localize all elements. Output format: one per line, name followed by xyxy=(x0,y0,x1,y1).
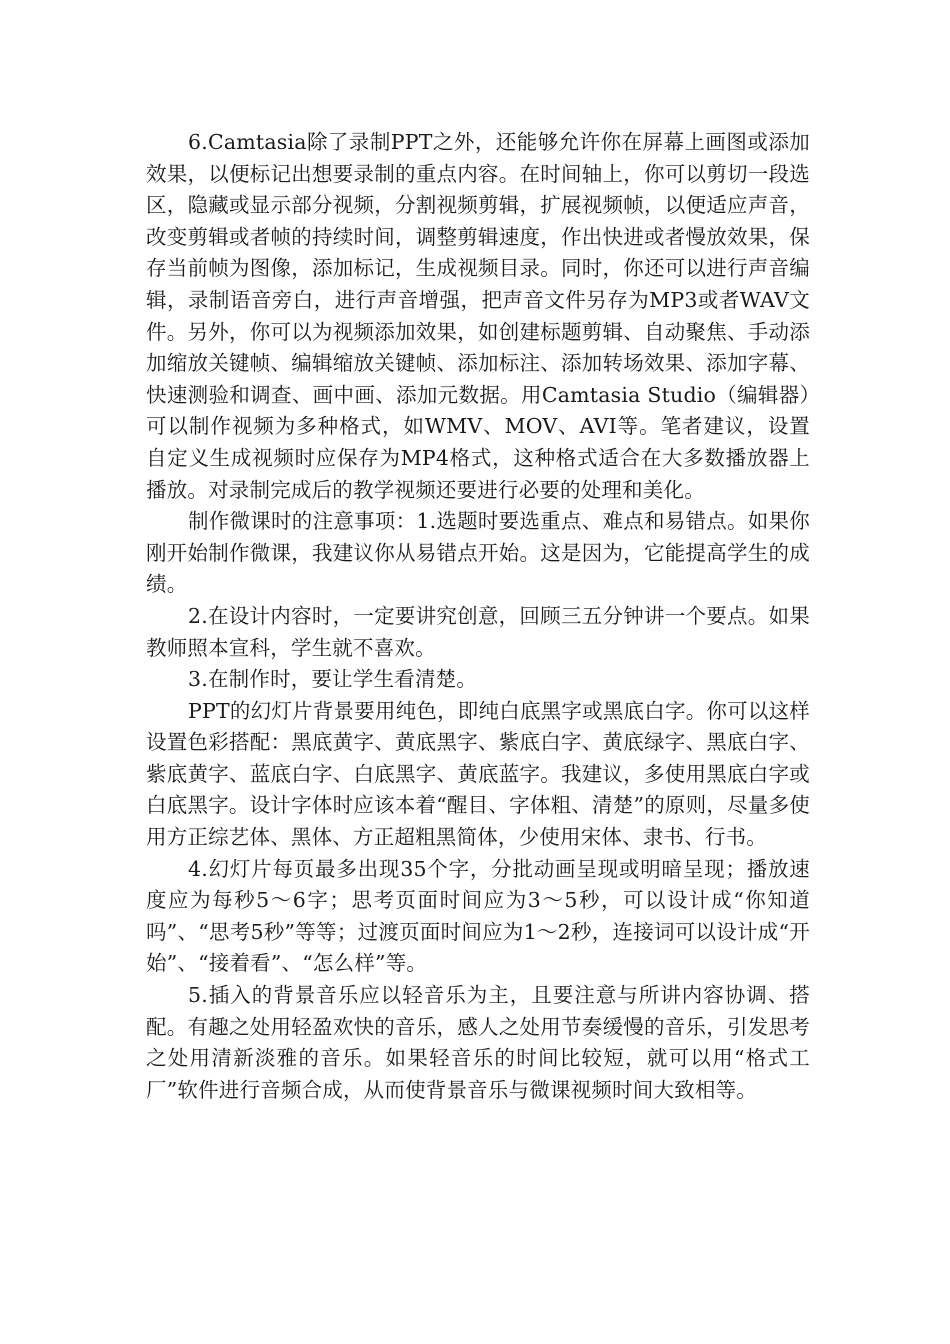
paragraph-background-music: 5.插入的背景音乐应以轻音乐为主，且要注意与所讲内容协调、搭配。有趣之处用轻盈欢快的音乐，感人之处用节奏缓慢的音乐，引发思考之处用清新淡雅的音乐。如果轻音乐的时间比较短，就可以用“格式工厂”软件进行音频合成，从而使背景音乐与微课视频时间大致相等。 xyxy=(146,983,810,1102)
paragraph-ppt-colors: PPT的幻灯片背景要用纯色，即纯白底黑字或黑底白字。你可以这样设置色彩搭配：黑底黄字、黄底黑字、紫底白字、黄底绿字、黑底白字、紫底黄字、蓝底白字、白底黑字、黄底蓝字。我建议，多使用黑底白字或白底黑字。设计字体时应该本着“醒目、字体粗、清楚”的原则，尽量多使用方正综艺体、黑体、方正超粗黑简体，少使用宋体、隶书、行书。 xyxy=(146,698,810,850)
paragraph-notes-topic: 制作微课时的注意事项：1.选题时要选重点、难点和易错点。如果你刚开始制作微课，我建议你从易错点开始。这是因为，它能提高学生的成绩。 xyxy=(146,509,810,597)
paragraph-slide-pacing: 4.幻灯片每页最多出现35个字，分批动画呈现或明暗呈现；播放速度应为每秒5～6字；思考页面时间应为3～5秒，可以设计成“你知道吗”、“思考5秒”等等；过渡页面时间应为1～2秒，连接词可以设计成“开始”、“接着看”、“怎么样”等。 xyxy=(146,856,810,976)
document-body xyxy=(146,127,810,1106)
paragraph-design-content: 2.在设计内容时，一定要讲究创意，回顾三五分钟讲一个要点。如果教师照本宣科，学生就不喜欢。 xyxy=(146,603,810,660)
paragraph-clarity: 3.在制作时，要让学生看清楚。 xyxy=(188,667,478,692)
paragraph-camtasia: 6.Camtasia除了录制PPT之外，还能够允许你在屏幕上画图或添加效果，以便标记出想要录制的重点内容。在时间轴上，你可以剪切一段选区，隐藏或显示部分视频，分割视频剪辑，扩展视频帧，以便适应声音，改变剪辑或者帧的持续时间，调整剪辑速度，作出快进或者慢放效果，保存当前帧为图像，添加标记，生成视频目录。同时，你还可以进行声音编辑，录制语音旁白，进行声音增强，把声音文件另存为MP3或者WAV文件。另外，你可以为视频添加效果，如创建标题剪辑、自动聚焦、手动添加缩放关键帧、编辑缩放关键帧、添加标注、添加转场效果、添加字幕、快速测验和调查、画中画、添加元数据。用Camtasia Studio（编辑器）可以制作视频为多种格式，如WMV、MOV、AVI等。笔者建议，设置自定义生成视频时应保存为MP4格式，这种格式适合在大多数播放器上播放。对录制完成后的教学视频还要进行必要的处理和美化。 xyxy=(146,130,810,502)
